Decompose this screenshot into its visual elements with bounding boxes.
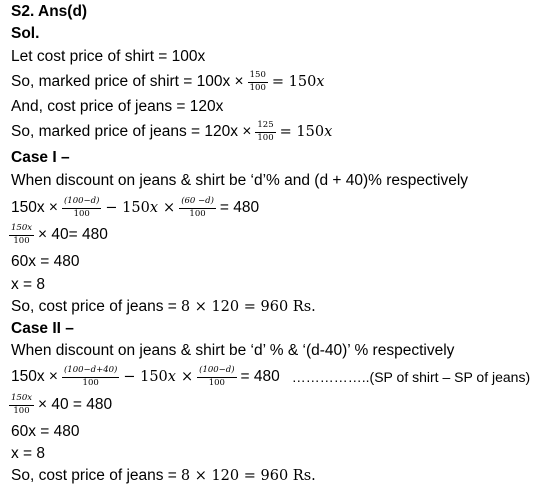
case-1-equation-4: x = 8 xyxy=(11,276,46,294)
case-2-equation-1 xyxy=(11,364,530,390)
case-2-equation-2 xyxy=(9,392,112,418)
fraction xyxy=(9,394,34,417)
denominator: 100 xyxy=(208,377,225,388)
fraction xyxy=(62,366,119,389)
numerator: 150 xyxy=(248,71,268,83)
conclusion-text: So, cost price of jeans = xyxy=(11,467,177,485)
numerator: (100−d) xyxy=(62,197,101,209)
case-2-description: When discount on jeans & shirt be ‘d’ % & ‘(d-40)’ % respectively xyxy=(11,342,455,360)
case-2-title: Case II – xyxy=(11,320,74,338)
term: × 40 = 480 xyxy=(38,396,113,414)
denominator: 100 xyxy=(189,208,206,219)
intro-line-4 xyxy=(11,119,332,145)
numerator: (100−d+40) xyxy=(62,366,119,378)
intro-line-4-text: So, marked price of jeans = 120x × xyxy=(11,123,252,141)
case-1-title: Case I – xyxy=(11,149,70,167)
fraction xyxy=(179,197,216,220)
case-1-equation-3: 60x = 480 xyxy=(11,253,80,271)
term: = 480 xyxy=(219,199,260,217)
term: = 480 xyxy=(240,368,280,386)
variable-x: x xyxy=(324,123,333,140)
denominator: 100 xyxy=(82,377,99,388)
case-1-equation-1 xyxy=(11,195,259,221)
conclusion-text: So, cost price of jeans = xyxy=(11,298,177,316)
numerator: 125 xyxy=(255,121,275,133)
variable-x: x xyxy=(149,199,159,216)
fraction xyxy=(9,224,34,247)
case-2-equation-3: 60x = 480 xyxy=(11,423,80,441)
denominator: 100 xyxy=(13,405,30,416)
term: 150x × xyxy=(11,199,58,217)
conclusion-math: 8 × 120 = 960 Rs. xyxy=(180,298,316,315)
denominator: 100 xyxy=(257,132,274,143)
fraction xyxy=(255,121,275,144)
intro-line-3: And, cost price of jeans = 120x xyxy=(11,98,224,116)
times-sign: × xyxy=(163,199,176,216)
term: × 40= 480 xyxy=(38,226,108,244)
solution-label: Sol. xyxy=(11,25,40,43)
result: = 150 xyxy=(279,123,325,140)
term: 150x × xyxy=(11,368,58,386)
variable-x: x xyxy=(316,73,325,90)
fraction xyxy=(248,71,268,94)
variable-x: x xyxy=(167,368,176,385)
fraction xyxy=(197,366,236,389)
case-2-note: ……………..(SP of shirt – SP of jeans) xyxy=(291,369,531,385)
numerator: (60 −d) xyxy=(179,197,216,209)
term: − 150 xyxy=(105,199,150,216)
denominator: 100 xyxy=(249,82,266,93)
fraction xyxy=(62,197,101,220)
case-1-description: When discount on jeans & shirt be ‘d’% and (d + 40)% respectively xyxy=(11,172,469,190)
term: − 150 xyxy=(123,368,168,385)
result: = 150 xyxy=(271,73,317,90)
answer-heading: S2. Ans(d) xyxy=(11,3,88,21)
times-sign: × xyxy=(180,368,194,385)
case-2-equation-4: x = 8 xyxy=(11,445,46,463)
numerator: 150x xyxy=(9,224,34,236)
denominator: 100 xyxy=(73,208,90,219)
numerator: (100−d) xyxy=(197,366,236,378)
case-1-equation-2 xyxy=(9,222,108,248)
denominator: 100 xyxy=(13,235,30,246)
intro-line-2 xyxy=(11,69,324,95)
intro-line-1: Let cost price of shirt = 100x xyxy=(11,48,206,66)
conclusion-math: 8 × 120 = 960 Rs. xyxy=(180,467,316,484)
intro-line-2-text: So, marked price of shirt = 100x × xyxy=(11,73,244,91)
case-2-conclusion xyxy=(11,463,316,489)
numerator: 150x xyxy=(9,394,34,406)
